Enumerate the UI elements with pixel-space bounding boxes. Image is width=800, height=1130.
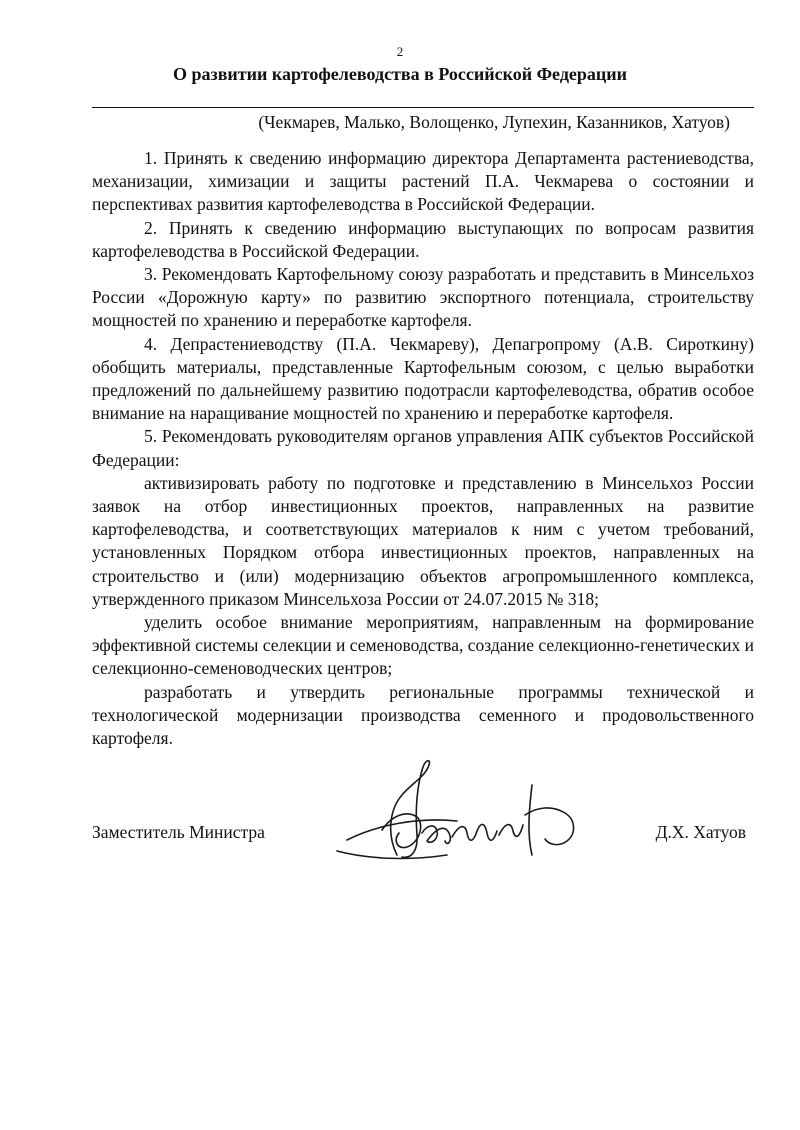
paragraph-1: 1. Принять к сведению информацию директора Департамента растениеводства, механизации, химизации и защиты растений П.А. Чекмарева о состоянии и перспективах развития картофелеводства в Российской Федерации. [92,148,754,215]
document-body [92,147,754,750]
signature-block [92,780,754,890]
paragraph-5-item-1: активизировать работу по подготовке и представлению в Минсельхоз России заявок на отбор инвестиционных проектов, направленных на развитие картофелеводства, и соответствующих материалов к ним с учетом требований, установленных Порядком отбора инвестиционных проектов, направленных на строительство и (или) модернизацию объектов агропромышленного комплекса, утвержденного приказом Минсельхоза России от 24.07.2015 № 318; [92,472,754,609]
handwritten-signature [327,755,607,875]
document-title: О развитии картофелеводства в Российской Федерации [172,64,628,84]
paragraph-2: 2. Принять к сведению информацию выступающих по вопросам развития картофелеводства в Российской Федерации. [92,217,754,261]
page-number: 2 [396,44,404,59]
paragraph-4: 4. Депрастениеводству (П.А. Чекмареву), Депагропрому (А.В. Сироткину) обобщить материалы, представленные Картофельным союзом, с целью выработки предложений по дальнейшему развитию подотрасли картофелеводства, обратив особое внимание на наращивание мощностей по хранению и переработке картофеля. [92,333,754,424]
paragraph-5-item-3: разработать и утвердить региональные программы технической и технологической модернизации производства семенного и продовольственного картофеля. [92,681,754,749]
paragraph-5-item-2: уделить особое внимание мероприятиям, направленным на формирование эффективной системы селекции и семеноводства, создание селекционно-генетических и селекционно-семеноводческих центров; [92,612,754,679]
speakers-list: (Чекмарев, Малько, Волощенко, Лупехин, Казанников, Хатуов) [258,112,730,132]
paragraph-3: 3. Рекомендовать Картофельному союзу разработать и представить в Минсельхоз России «Дорожную карту» по развитию экспортного потенциала, строительству мощностей по хранению и переработке картофеля. [92,264,754,331]
signatory-role: Заместитель Министра [92,822,265,842]
paragraph-5: 5. Рекомендовать руководителям органов управления АПК субъектов Российской Федерации: [92,426,754,470]
title-rule [92,107,754,108]
signatory-name: Д.Х. Хатуов [655,822,746,842]
